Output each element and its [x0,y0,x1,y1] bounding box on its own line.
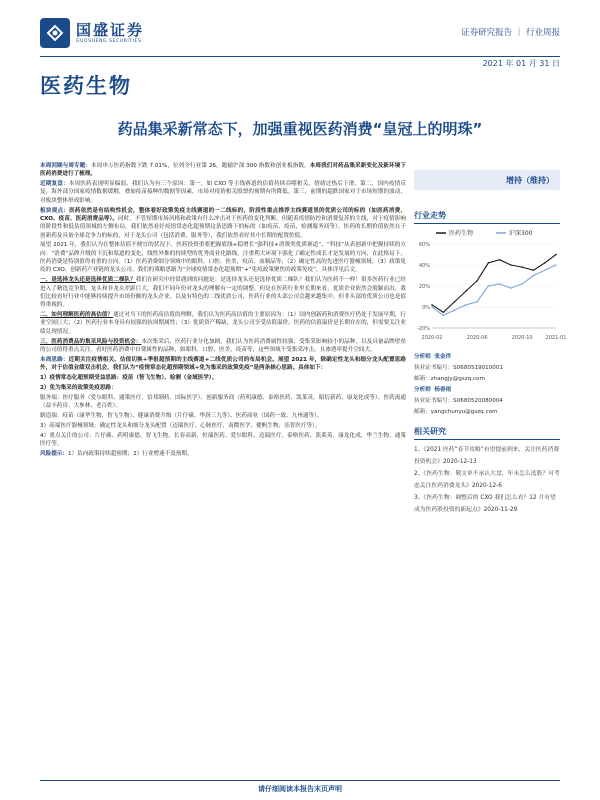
y-tick-label: 40% [418,263,430,269]
paragraph-risk: 风险提示：1）负向政策持续超预期；2）行业增速不及预期。 [40,450,193,457]
series-line-hs300 [432,265,556,315]
data-point [465,290,467,292]
data-point [555,264,557,266]
data-point [499,283,501,285]
data-point [499,259,501,261]
data-point [521,266,523,268]
data-point [544,269,546,271]
x-tick-label: 2021-01 [545,335,567,341]
strategy-item: 1）疫情常态化超预期受益思路：疫苗（智飞生物）、检测（金域医学）。 [40,374,218,381]
data-point [431,304,433,306]
strategy-item: 2）免为集采的政策免疫思路： [40,384,117,391]
strategy-item: 服务端：医疗服务（爱尔眼科、通策医疗、信邦制药、国际医学）、创新服务商（药明康德、泰格医药、凯莱英、昭衍新药、康龙化成等）、医药流通（益丰药房、大参林、老百姓）。 [40,394,406,409]
rating-badge: 增持（维持） [414,170,560,190]
analyst-1: 分析师 张金洋 [414,354,452,360]
legend-label: 沪深300 [509,230,533,237]
data-point [521,283,523,285]
analyst-1-cert: 执业证书编号：S0680519010001 [414,365,503,371]
data-point [510,287,512,289]
data-point [476,280,478,282]
data-point [476,301,478,303]
page-header [40,18,560,70]
x-tick-label: 2020-06 [466,335,488,341]
strategy-item: 制造端：疫苗（康华生物、智飞生物）、健康消费升级（片仔癀、华润三九等）、医药商业（国药一致、九州通等）。 [40,412,323,419]
data-point [442,315,444,317]
paragraph-strategy: 本周思路：近期关注疫情相关、估值切换+季报超预期的主线赛道+二线优质公司的布局机会。展望 2021 年，除确定性龙头和细分龙头配置思路外，对于估值业绩双击机会，我们认为“疫情常态化超预期领域+免为集采的政策免疫”是两条核心思路。具体如下： [40,356,406,371]
trend-chart-svg [414,224,567,344]
related-item[interactable]: 2、《医药生物：敬文单不承认大盘，年末怎么选股？可考虑关注医药消费龙头》2020-12-6 [414,471,560,489]
analyst-2: 分析师 杨春雨 [414,387,452,393]
logo-en-text: GUOSHENG SECURITIES [76,38,142,44]
data-point [510,264,512,266]
y-tick-label: 60% [418,242,430,248]
paragraph-valuation: 二、如何理解医药的高估值？通过对当下的医药高估值的理解，我们认为医药高估值的主要原因为：（1）国内创新药和消费医疗仍处于发展早期，行业空间巨大；（2）医药行业本身具有较强的抗周期属性；（3）优质资产稀缺，龙头公司享受估值溢价。医药的估值溢价是长期存在的，但需要关注业绩兑现情况。 [40,312,406,335]
related-heading: 相关研究 [414,426,560,440]
report-headline: 药品集采新常态下，加强重视医药消费“皇冠上的明珠” [117,120,483,138]
data-point [465,304,467,306]
header-divider [40,56,560,57]
data-point [544,262,546,264]
sidebar [414,162,567,762]
analyst-2-cert: 执业证书编号：S0680520080004 [414,398,503,404]
data-point [533,275,535,277]
data-point [454,309,456,311]
data-point [454,301,456,303]
report-body [40,162,406,762]
data-point [431,306,433,308]
analyst-block [414,352,560,418]
paragraph-view: 板块观点：医药依然是有结构性机会，整体看好政策免疫主线赛道的一二线标的，阶段性重点推荐主线赛道里的优质公司的标的（如医药消费、CXO、疫苗、医药消费品等）。同时，不管短期市场风格和政策有什么冲击对于医药的变化判断，但随着疫情防控和消费复苏的主线，对于疫情影响的阶段性和低估值领域的左侧布局，我们依然看好疫情常态化超预期这条思路下的标的（如疫苗、疫苗、检测服务商等）。医药的长期价值依然在于创新药及具备全球竞争力的标的，对于龙头公司（包括消费、服务等），我们依然看好其中长期的配置价值。 [40,207,406,239]
logo-icon [40,18,70,48]
strategy-item: 4）重点关注的公司：片仔癀、药明康德、智飞生物、长春高新、恒瑞医药、爱尔眼科、迈瑞医疗、泰格医药、凯莱英、康龙化成、华兰生物、通策医疗等。 [40,432,406,447]
analyst-1-email: 邮箱：zhangjy@gszq.com [414,376,485,382]
page-footer [0,780,600,794]
footer-divider [40,780,560,781]
legend-label: 医药生物 [449,230,474,237]
y-tick-label: -20% [417,326,430,332]
logo-cn-text: 国盛证券 [76,20,145,39]
trend-heading: 行业走势 [414,210,560,224]
x-tick-label: 2020-02 [421,335,443,341]
trend-chart [414,224,567,344]
data-point [533,269,535,271]
report-date: 2021 年 01 月 31 日 [482,59,560,68]
paragraph-review: 本周回顾与周专题：本周申万医药指数下跌 7.01%，位列全行业第 26，跑输沪深 300 指数和创业板指数。本周我们对药品集采新变化及新环境下医药消费进行了梳理。 [40,163,406,178]
y-tick-label: 20% [418,284,430,290]
footer-disclaimer: 请仔细阅读本报告末页声明 [258,785,342,793]
related-list [414,444,560,516]
paragraph-recap: 近期复盘：本周医药表现明显偏弱，我们认为有三个原因：第一，如 CXO 等主线赛道的估值持续吞噬相关，情绪过热后下滑。第二，国内疫情反复，海外部分国家疫情数据缓解，叠加疫苗接种的数据等因素，市场对疫情相关股票的预期有所降低。第三，前期的超跌国家对于市场短期的波动，对板块整体形成影响。 [40,181,406,204]
series-line-pharma [432,255,556,313]
paragraph-consumer: 三、医药消费品的集采风险与投资机会：本次集采后，医药行业分化加剧，我们认为医药消费属性较强、受集采影响较小的品种，以及具备品牌壁垒的公司值得重点关注。看好医药消费中自费属性的品种，如眼科、口腔、医美、疫苗等，这些领域不受集采冲击，且渗透率提升空间大。 [40,338,406,353]
data-point [555,254,557,256]
x-tick-label: 2020-10 [511,335,533,341]
company-logo [40,18,144,48]
y-tick-label: 0% [422,305,430,311]
paragraph-outlook: 展望 2021 年，我们认为在整体估值不便宜的状况下，医药投资重要把握底线+稳增长“强科技+消费类优质赛道”，“科技”从表创新中把握持续的方向：“消费”品牌升级的下沉和渠道的变化，线性外推的持续型的优秀商业化路线，注重利大环境下强化了确定性成长才是发展的方向，在此格局下，医药消费是特别值得看重的方向。（1）医药消费细分领域中的眼科、口腔、医美、疫苗、血制品等；（2）确定性高的先进医疗器械领域；（3）政策免疫的 CXO、创新药产业链的龙头公司。我们的策略思路为“全球疫情常态化超预期”+“免疫政策聚焦的政策免疫”，具体详见后文。 [40,242,406,274]
related-item[interactable]: 1、《2021 医药“春节攻略”有望提前到来，关注医药消费投资机会》2020-12-13 [414,447,560,465]
strategy-item: 3）高端医疗器械领域：确定性龙头和细分龙头配置（迈瑞医疗、心脉医疗、南微医学、健帆生物、乐普医疗等）。 [40,422,321,429]
paragraph-leader: 一、是选择龙头还是选择优质二梯队？我们在研究中经常遇到的问题是：是选择龙头还是选择优质二梯队？我们认为医药不一样！很多医药行业已经进入了精选竞争期，龙头和非龙头差距巨大，我们不同年份对龙头的理解有一定的调整。但是在医药行业里长期来看，优质企业依然会脱颖而出。我们比较看好行业中能够持续提升市场份额的龙头企业，以及有特色的二线优质公司，医药行业的头部公司会越来越集中，但非头部的优质公司也是值得重视的。 [40,277,406,309]
data-point [488,285,490,287]
related-item[interactable]: 3、《医药生物：调整后的 CXO 我们怎么看？12 月有望成为医药股投资的新起点》2020-11-29 [414,495,556,513]
data-point [488,262,490,264]
report-type: 证券研究报告 ｜ 行业周报 [461,28,560,38]
industry-title: 医药生物 [40,74,132,98]
analyst-2-email: 邮箱：yangchunyu@gszq.com [414,409,498,415]
data-point [442,311,444,313]
